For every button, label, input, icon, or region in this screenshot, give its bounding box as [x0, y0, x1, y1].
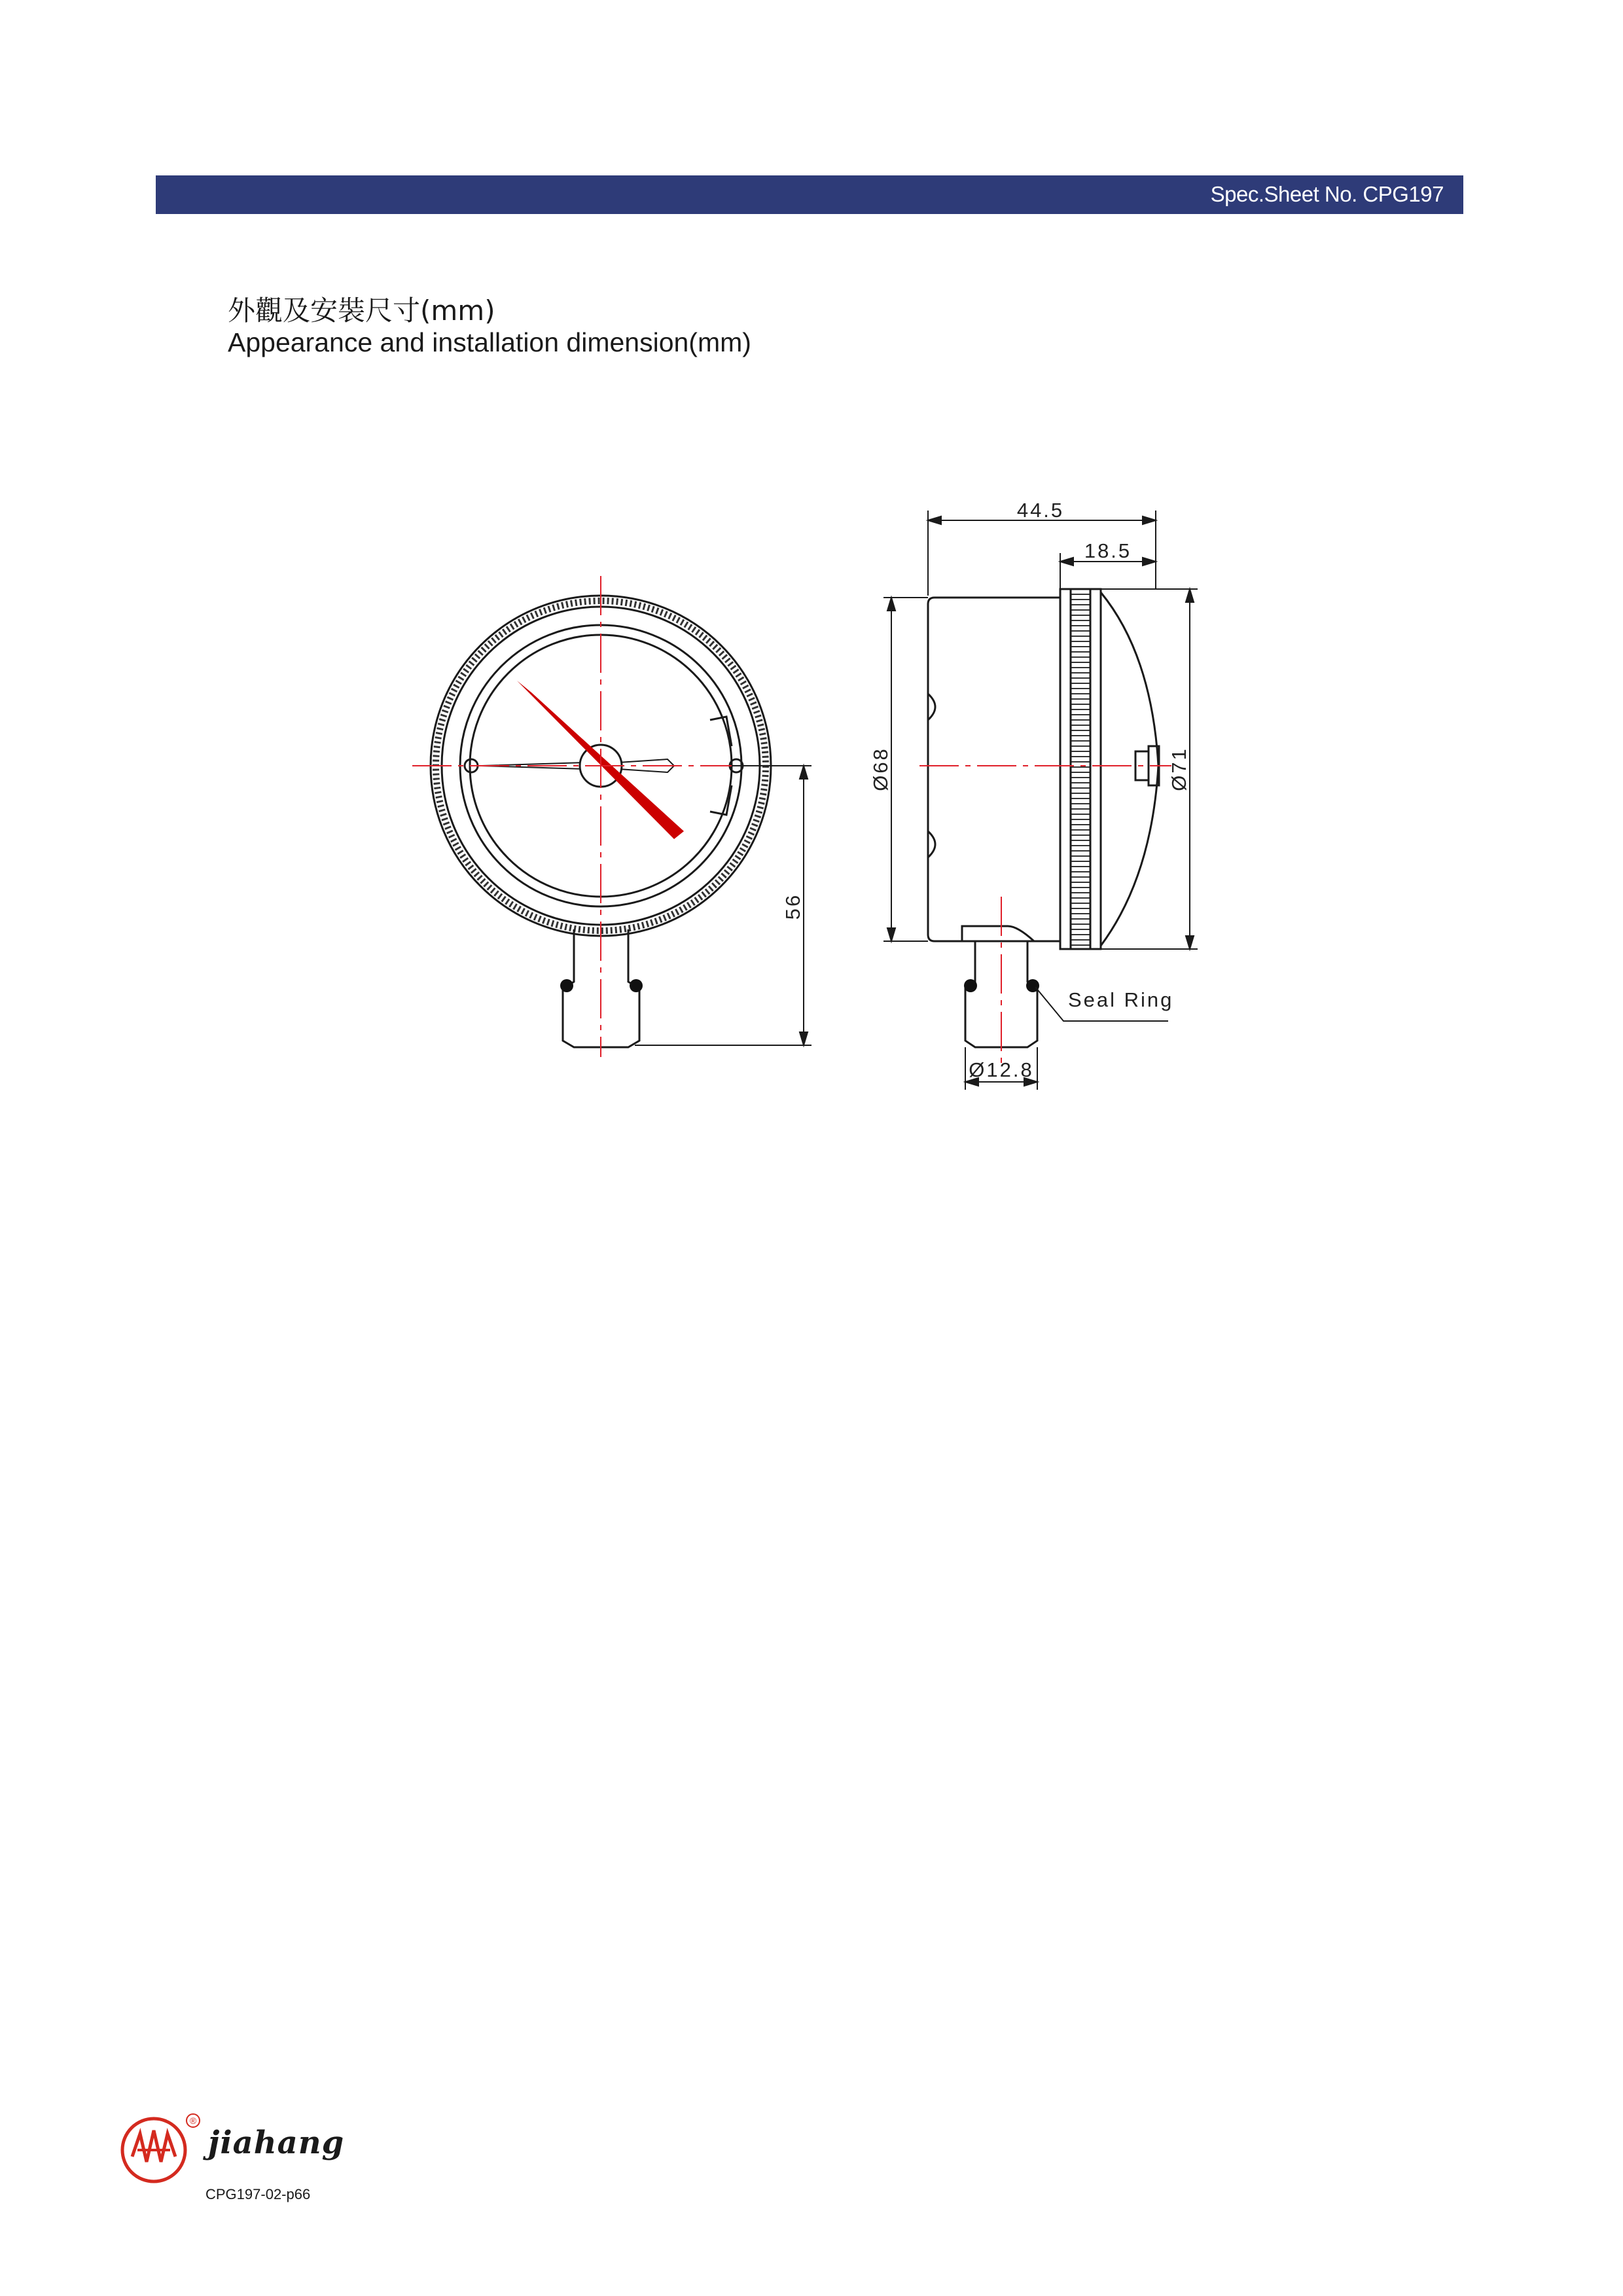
seal-ring-label: Seal Ring — [1068, 988, 1174, 1011]
jiahang-logo-icon — [118, 2111, 209, 2189]
spec-sheet-number: Spec.Sheet No. CPG197 — [1210, 182, 1444, 206]
document-code: CPG197-02-p66 — [205, 2186, 311, 2202]
dim-center-to-bottom: 56 — [781, 893, 804, 920]
registered-mark: ® — [189, 2115, 197, 2126]
dim-bezel-diameter: Ø71 — [1168, 747, 1190, 791]
dim-total-depth: 44.5 — [1016, 499, 1065, 522]
dim-connection-diameter: Ø12.8 — [969, 1058, 1034, 1081]
brand-name: jiahang — [208, 2125, 345, 2161]
dim-case-diameter: Ø68 — [869, 747, 892, 791]
title-chinese: 外觀及安裝尺寸(mm) — [228, 295, 495, 327]
dim-bezel-depth: 18.5 — [1084, 539, 1132, 562]
title-english: Appearance and installation dimension(mm) — [228, 327, 751, 357]
side-view — [928, 589, 1159, 1047]
